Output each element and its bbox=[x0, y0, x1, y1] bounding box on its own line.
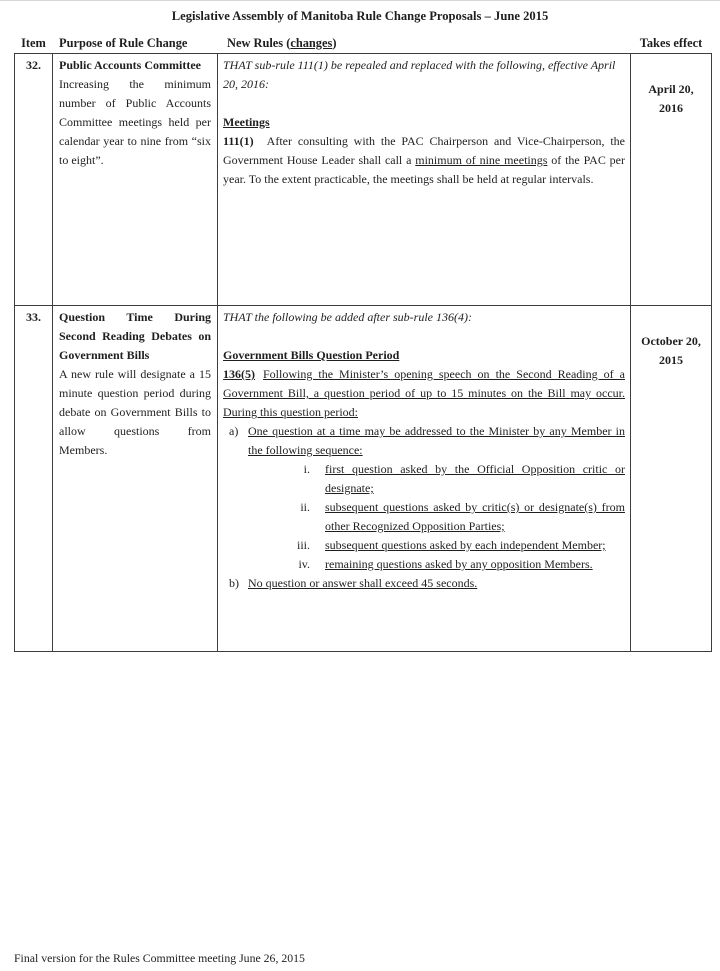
rule-number: 111(1) bbox=[223, 134, 254, 148]
list-item-a bbox=[223, 422, 625, 574]
header-new-rules-suffix: ) bbox=[332, 36, 337, 50]
rule-text: Following the Minister’s opening speech on the Second Reading of a Government Bill, a question period of up to 15 minutes on the Bill may occur. During this question period: bbox=[223, 367, 625, 419]
list-label: b) bbox=[229, 576, 239, 590]
list-item-b bbox=[223, 574, 625, 593]
header-new-rules bbox=[227, 34, 336, 53]
sub-item-text: subsequent questions asked by each independent Member; bbox=[325, 538, 606, 552]
rule-section-heading: Meetings bbox=[223, 115, 270, 129]
cell-new-rules bbox=[218, 306, 631, 651]
cell-purpose bbox=[53, 306, 218, 651]
header-takes-effect: Takes effect bbox=[639, 36, 703, 50]
rule-text-underlined: minimum of nine meetings bbox=[415, 153, 548, 167]
header-purpose: Purpose of Rule Change bbox=[59, 36, 188, 50]
sub-item-iii bbox=[248, 536, 625, 555]
header-item: Item bbox=[21, 36, 46, 50]
rule-text: After consulting with the PAC Chairperson and Vice-Chairperson, the Government House Leader shall call a bbox=[223, 134, 625, 167]
cell-takes-effect bbox=[631, 54, 711, 305]
sub-item-label: ii. bbox=[300, 500, 310, 514]
sub-item-text: first question asked by the Official Opposition critic or designate; bbox=[325, 462, 625, 495]
cell-takes-effect bbox=[631, 306, 711, 651]
document-title: Legislative Assembly of Manitoba Rule Change Proposals – June 2015 bbox=[171, 9, 549, 23]
header-new-rules-changes: changes bbox=[290, 36, 333, 50]
cell-purpose bbox=[53, 54, 218, 305]
rule-section-heading: Government Bills Question Period bbox=[223, 348, 400, 362]
table-row-33 bbox=[15, 306, 711, 651]
sub-item-label: iii. bbox=[296, 538, 310, 552]
sub-item-i bbox=[248, 460, 625, 498]
table-row-32 bbox=[15, 54, 711, 306]
rule-paragraph bbox=[223, 365, 625, 422]
purpose-text: Increasing the minimum number of Public Accounts Committee meetings held per calendar year to nine from “six to eight”. bbox=[59, 77, 211, 167]
purpose-heading: Question Time During Second Reading Debates on Government Bills bbox=[59, 310, 211, 362]
sub-item-label: i. bbox=[303, 462, 310, 476]
list-body bbox=[248, 422, 625, 574]
list-label: a) bbox=[229, 424, 239, 438]
list-text: One question at a time may be addressed to the Minister by any Member in the following sequence: bbox=[248, 424, 625, 457]
rules-table bbox=[14, 53, 712, 652]
rule-number: 136(5) bbox=[223, 367, 255, 381]
footer-note: Final version for the Rules Committee meeting June 26, 2015 bbox=[14, 951, 305, 965]
sub-item-text: subsequent questions asked by critic(s) or designate(s) from other Recognized Opposition Parties; bbox=[325, 500, 625, 533]
cell-new-rules bbox=[218, 54, 631, 305]
rule-preamble: THAT sub-rule 111(1) be repealed and replaced with the following, effective April 20, 2016: bbox=[223, 58, 616, 91]
purpose-text: A new rule will designate a 15 minute question period during debate on Government Bills to allow questions from Members. bbox=[59, 367, 211, 457]
rule-paragraph bbox=[223, 132, 625, 189]
cell-item-number: 32. bbox=[15, 54, 53, 305]
sub-item-ii bbox=[248, 498, 625, 536]
list-text: No question or answer shall exceed 45 seconds. bbox=[248, 576, 478, 590]
sub-item-iv bbox=[248, 555, 625, 574]
takes-effect-date: October 20, 2015 bbox=[641, 334, 701, 367]
header-new-rules-prefix: New Rules ( bbox=[227, 36, 291, 50]
rule-text-cont: of the PAC per year. To the extent practicable, the meetings shall be held at regular intervals. bbox=[223, 153, 625, 186]
sub-item-text: remaining questions asked by any opposition Members. bbox=[325, 557, 593, 571]
purpose-heading: Public Accounts Committee bbox=[59, 58, 201, 72]
takes-effect-date: April 20, 2016 bbox=[648, 82, 694, 115]
sub-item-label: iv. bbox=[298, 557, 310, 571]
cell-item-number: 33. bbox=[15, 306, 53, 651]
rule-preamble: THAT the following be added after sub-rule 136(4): bbox=[223, 310, 472, 324]
